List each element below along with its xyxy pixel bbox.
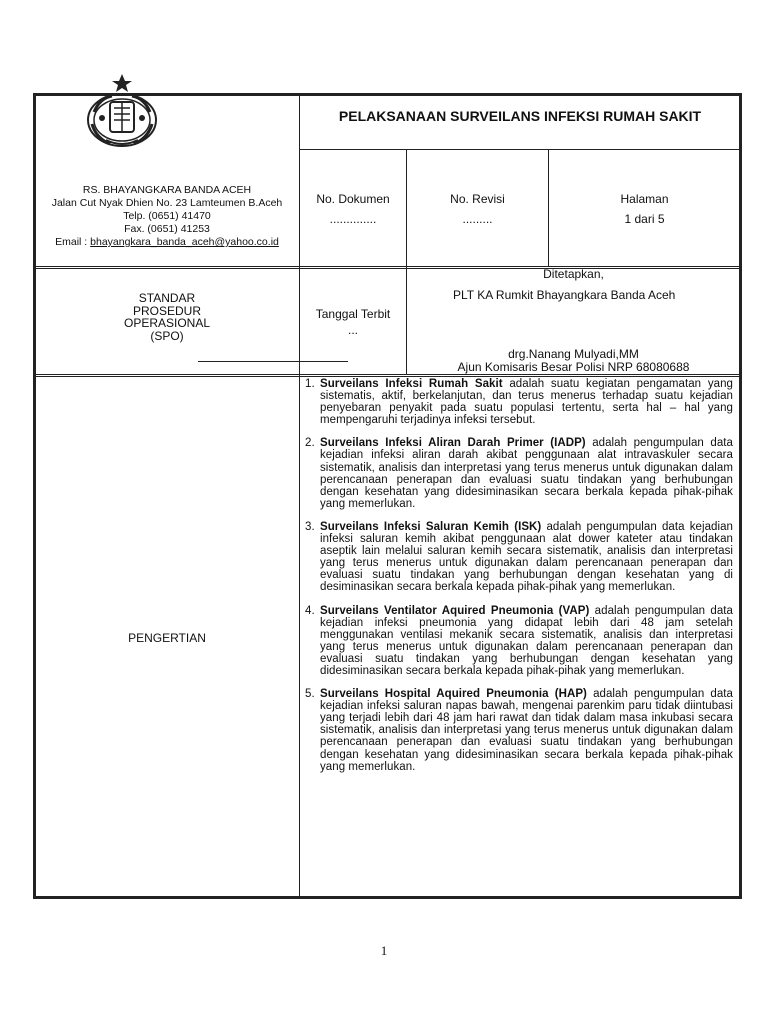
- item-body: [320, 437, 733, 510]
- spo-line-2: PROSEDUR: [132, 303, 201, 318]
- revision-value: .........: [462, 212, 493, 226]
- page-value: 1 dari 5: [624, 212, 665, 226]
- item-text: adalah pengumpulan data kejadian infeksi saluran kemih akibat penggunaan alat dower kateter atau tindakan aseptik lain melalui saluran kemih secara sistematik, analisis dan interpretasi yang terus menerus untuk digunakan dalam perencanaan penerapan dan evaluasi suatu tindakan yang berhubungan dengan kesehatan yang di desiminasikan secara berkala kepada pihak-pihak yang memerlukan.: [320, 520, 733, 594]
- item-number: 3.: [305, 520, 315, 533]
- doc-number-value: ..............: [329, 212, 377, 226]
- spo-row-divider: [35, 374, 740, 375]
- spo-label: [35, 292, 299, 342]
- definition-list: [305, 378, 733, 784]
- item-term: Surveilans Hospital Aquired Pneumonia (HAP): [320, 688, 587, 701]
- hospital-name: RS. BHAYANGKARA BANDA ACEH: [82, 184, 252, 196]
- approved-label: Ditetapkan,: [543, 267, 604, 281]
- item-term: Surveilans Infeksi Saluran Kemih (ISK): [320, 520, 542, 533]
- spo-line-3: OPERASIONAL: [123, 316, 211, 330]
- email-link[interactable]: bhayangkara_banda_aceh@yahoo.co.id: [90, 236, 279, 248]
- item-body: [320, 521, 733, 594]
- item-term: Surveilans Infeksi Aliran Darah Primer (IADP): [320, 437, 586, 450]
- page-cell: [549, 189, 740, 229]
- item-body: [320, 605, 733, 678]
- page-number: 1: [380, 943, 388, 958]
- item-body: [320, 688, 733, 773]
- signature-line: [198, 361, 348, 362]
- issue-date-cell: [300, 306, 406, 338]
- item-term: Surveilans Ventilator Aquired Pneumonia (VAP): [320, 604, 590, 617]
- doc-number-cell: [300, 189, 406, 229]
- email-label: Email :: [55, 236, 91, 248]
- hospital-info: [35, 184, 299, 249]
- section-label: PENGERTIAN: [128, 631, 206, 645]
- hospital-fax: Fax. (0651) 41253: [124, 223, 210, 235]
- header-row-divider: [35, 266, 740, 267]
- revision-cell: [407, 189, 548, 229]
- hospital-email-row: [35, 236, 299, 249]
- spo-row-divider-2: [35, 376, 740, 377]
- spo-line-1: STANDAR: [138, 291, 196, 305]
- item-text: adalah pengumpulan data kejadian infeksi pneumonia yang didapat lebih dari 48 jam setelah menggunakan ventilasi mekanik secara sistematik, analisis dan interpretasi yang terus menerus untuk digunakan dalam perencanaan penerapan dan evaluasi suatu tindakan yang berhubungan dengan kesehatan yang didesiminasikan secara berkala kepada pihak-pihak yang memerlukan.: [320, 604, 733, 677]
- issue-date-label: Tanggal Terbit: [315, 307, 391, 321]
- item-term: Surveilans Infeksi Rumah Sakit: [320, 378, 503, 390]
- issue-date-value: ...: [347, 323, 358, 337]
- page-label: Halaman: [620, 192, 669, 206]
- item-number: 2.: [305, 437, 315, 450]
- item-body: [320, 378, 733, 426]
- title-row-divider: [299, 149, 740, 150]
- list-item: [305, 688, 733, 773]
- column-divider-2: [406, 149, 407, 374]
- hospital-phone: Telp. (0651) 41470: [123, 210, 211, 222]
- approver-name: drg.Nanang Mulyadi,MM: [508, 347, 639, 361]
- item-text: adalah pengumpulan data kejadian infeksi aliran darah akibat penggunaan alat intravaskuler secara sistematik, analisis dan interpretasi yang terus menerus untuk digunakan dalam perencanaan penerapan dan evaluasi suatu tindakan yang berhubungan dengan kesehatan yang didesiminasikan secara berkala kepada pihak-pihak yang memerlukan.: [320, 437, 733, 510]
- item-text: adalah pengumpulan data kejadian infeksi saluran napas bawah, mengenai parenkim paru tidak diintubasi yang terjadi lebih dari 48 jam hari rawat dan tidak dalam masa inkubasi secara sistematik, analisis dan interpretasi yang terus menerus untuk digunakan dalam perencanaan penerapan dan evaluasi suatu tindakan yang berhubungan dengan kesehatan yang didesiminasikan secara berkala kepada pihak-pihak yang memerlukan.: [320, 688, 734, 773]
- spo-line-4: (SPO): [150, 328, 184, 343]
- list-item: [305, 605, 733, 678]
- list-item: [305, 378, 733, 426]
- item-number: 4.: [305, 604, 315, 617]
- doc-number-label: No. Dokumen: [316, 192, 390, 206]
- hospital-address: Jalan Cut Nyak Dhien No. 23 Lamteumen B.Aceh: [51, 197, 283, 209]
- police-emblem-icon: [86, 72, 158, 150]
- item-number: 5.: [305, 688, 315, 701]
- list-item: [305, 521, 733, 594]
- list-item: [305, 437, 733, 510]
- document-title: PELAKSANAAN SURVEILANS INFEKSI RUMAH SAKIT: [338, 108, 702, 124]
- approver-rank: Ajun Komisaris Besar Polisi NRP 68080688: [457, 360, 690, 374]
- item-text: adalah suatu kegiatan pengamatan yang sistematis, aktif, berkelanjutan, dan terus menerus terhadap suatu kejadian penyebaran penyakit pada suatu populasi tertentu, serta hal – hal yang mempengaruhi terjadinya infeksi tersebut.: [320, 378, 733, 427]
- revision-label: No. Revisi: [450, 192, 505, 206]
- approver-title: PLT KA Rumkit Bhayangkara Banda Aceh: [453, 288, 676, 302]
- item-number: 1.: [305, 378, 315, 390]
